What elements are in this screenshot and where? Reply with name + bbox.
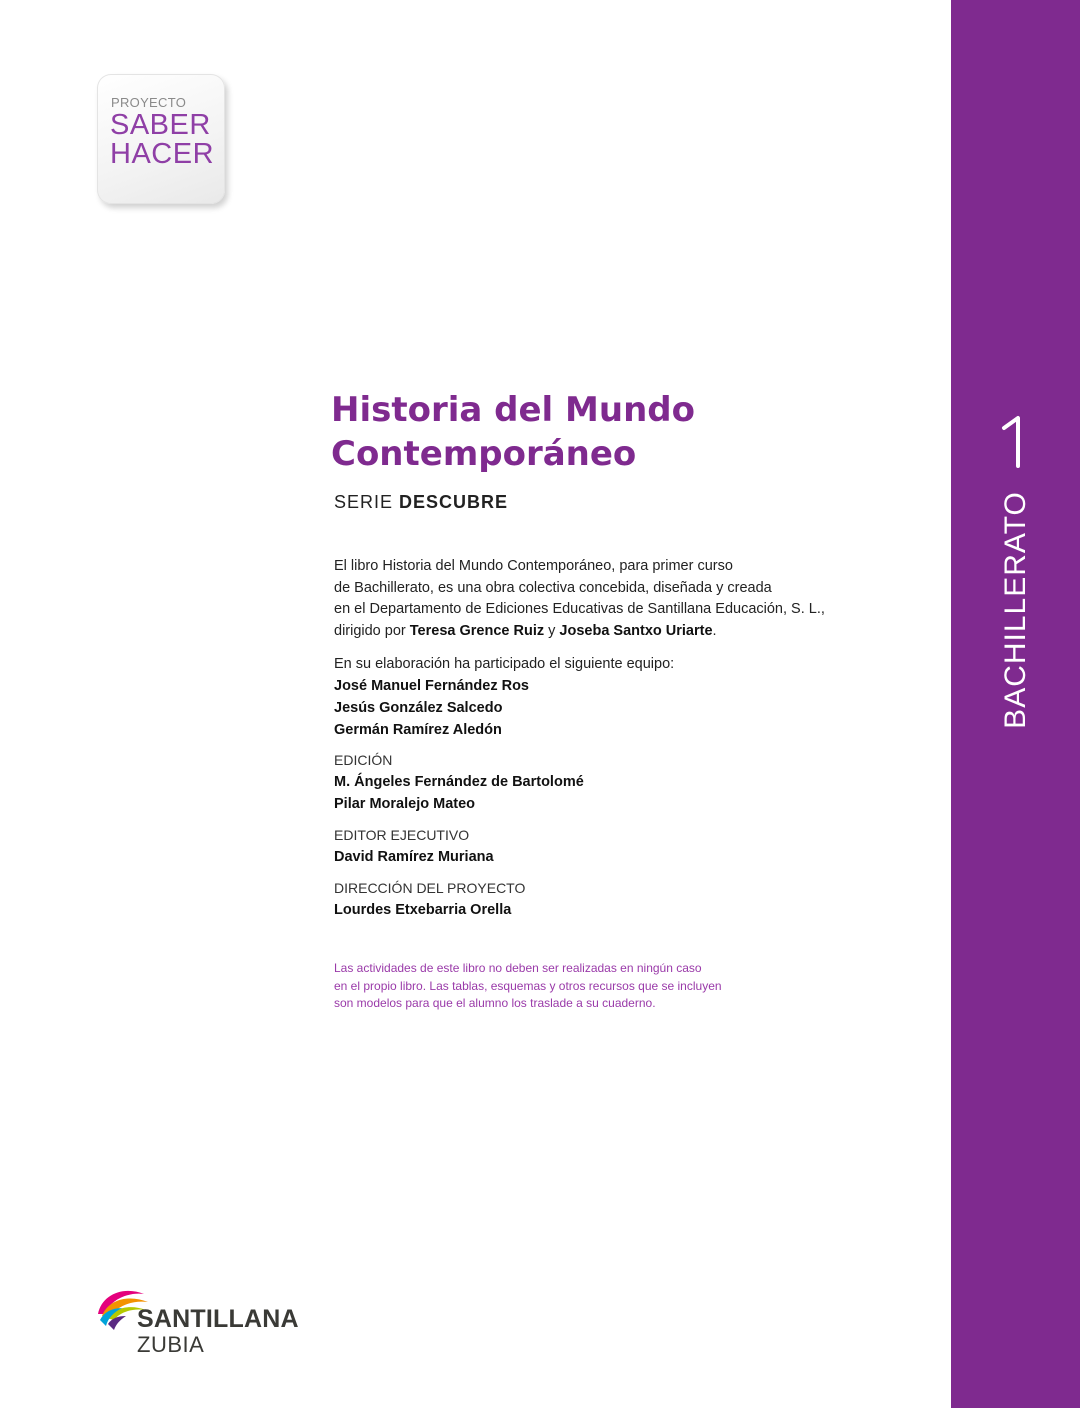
direccion-name: Lourdes Etxebarria Orella — [334, 902, 512, 918]
course-number-one — [994, 412, 1038, 470]
intro-line: de Bachillerato, es una obra colectiva concebida, diseñada y creada — [334, 579, 772, 596]
edicion-name: M. Ángeles Fernández de Bartolomé — [334, 774, 584, 790]
editor-section — [334, 824, 494, 868]
intro-line: El libro Historia del Mundo Contemporáneo, para primer curso — [334, 558, 733, 574]
editor-label: EDITOR EJECUTIVO — [334, 827, 470, 843]
intro-line-directors — [334, 621, 834, 643]
director-name: Joseba Santxo Uriarte — [559, 622, 713, 639]
intro-paragraph — [334, 556, 834, 642]
team-member: Jesús González Salcedo — [334, 700, 503, 716]
book-title-line2: Contemporáneo — [331, 434, 637, 474]
publisher-name: SANTILLANA — [137, 1305, 299, 1333]
edicion-label: EDICIÓN — [334, 752, 393, 768]
book-title — [331, 388, 891, 476]
badge-line-hacer: HACER — [110, 138, 215, 170]
intro-directed-by: dirigido por — [334, 622, 406, 639]
note-line: son modelos para que el alumno los traslade a su cuaderno. — [334, 996, 656, 1010]
direccion-section — [334, 877, 525, 921]
team-member: Germán Ramírez Aledón — [334, 722, 502, 738]
intro-line: en el Departamento de Ediciones Educativas de Santillana Educación, S. L., — [334, 601, 825, 617]
team-member: José Manuel Fernández Ros — [334, 678, 529, 694]
edicion-section — [334, 749, 584, 815]
badge-line-proyecto: PROYECTO — [111, 95, 187, 110]
saber-hacer-badge — [97, 74, 225, 204]
editor-name: David Ramírez Muriana — [334, 849, 494, 865]
note-line: Las actividades de este libro no deben ser realizadas en ningún caso — [334, 961, 702, 975]
series-label — [334, 492, 508, 513]
team-heading: En su elaboración ha participado el siguiente equipo: — [334, 656, 675, 672]
activities-note — [334, 960, 754, 1013]
series-prefix: SERIE — [334, 492, 394, 512]
bachillerato-label: BACHILLERATO — [999, 491, 1032, 729]
direccion-label: DIRECCIÓN DEL PROYECTO — [334, 880, 526, 896]
book-title-line1: Historia del Mundo — [331, 390, 695, 430]
series-name: DESCUBRE — [399, 492, 509, 512]
badge-line-saber: SABER — [110, 109, 211, 141]
publisher-sub: ZUBIA — [137, 1332, 205, 1357]
note-line: en el propio libro. Las tablas, esquemas y otros recursos que se incluyen — [334, 978, 722, 993]
edicion-name: Pilar Moralejo Mateo — [334, 796, 476, 812]
intro-period: . — [712, 622, 717, 639]
director-name: Teresa Grence Ruiz — [409, 622, 545, 639]
intro-joiner: y — [548, 622, 556, 639]
team-section — [334, 653, 674, 741]
